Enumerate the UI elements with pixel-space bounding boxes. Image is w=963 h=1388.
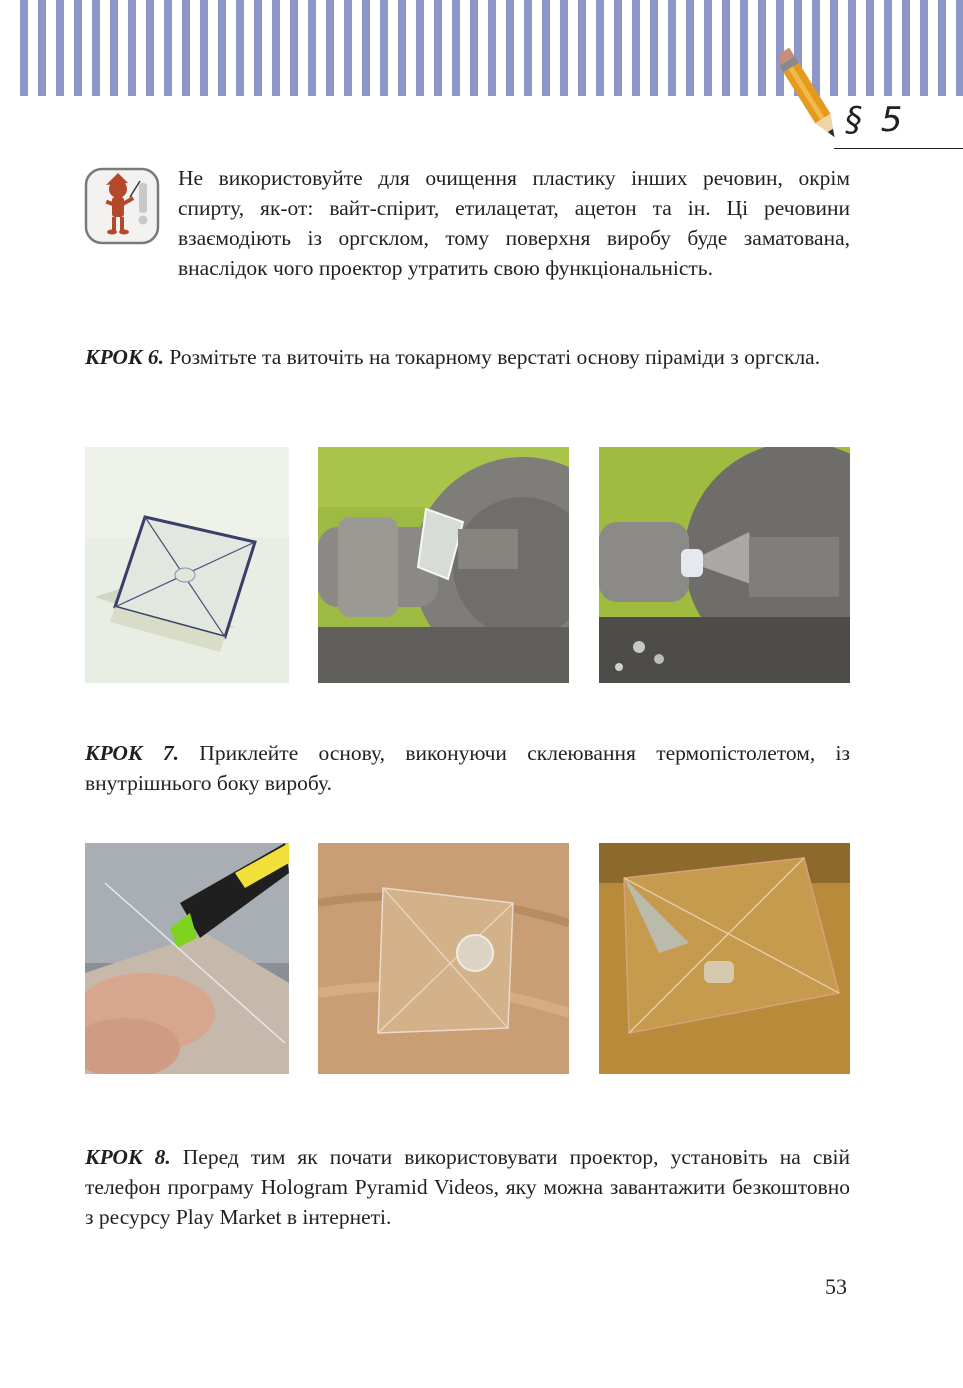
step-6 bbox=[85, 342, 850, 372]
photo-lathe-cutting bbox=[318, 447, 569, 683]
step-8 bbox=[85, 1142, 850, 1232]
photo-glue-gun bbox=[85, 843, 289, 1074]
photo-pyramid-finished bbox=[599, 843, 850, 1074]
step-6-text: Розмітьте та виточіть на токарному верстаті основу піраміди з оргскла. bbox=[164, 345, 821, 369]
photo-lathe-turning bbox=[599, 447, 850, 683]
step-7-label: КРОК 7. bbox=[85, 741, 179, 765]
step-8-text: Перед тим як почати використовувати проектор, установіть на свій телефон програму Hologram Pyramid Videos, яку можна завантажити безкоштовно з ресурсу Play Market в інтернеті. bbox=[85, 1145, 850, 1229]
photo-marked-blank bbox=[85, 447, 289, 683]
section-mark: § 5 bbox=[845, 100, 907, 140]
step-7-text: Приклейте основу, виконуючи склеювання термопістолетом, із внутрішнього боку виробу. bbox=[85, 741, 850, 795]
step-6-label: КРОК 6. bbox=[85, 345, 165, 369]
warning-text: Не використовуйте для очищення пластику інших речовин, окрім спирту, як-от: вайт-спірит, етилацетат, ацетон та ін. Ці речовини взаємодіють із оргсклом, тому поверхня виробу буде заматована, внаслідок чого проектор утратить свою функціональність. bbox=[178, 166, 850, 280]
photo-pyramid-base bbox=[318, 843, 569, 1074]
pencil-icon bbox=[780, 40, 840, 152]
warning-figure-icon bbox=[84, 167, 160, 245]
step-7 bbox=[85, 738, 850, 798]
section-underline bbox=[834, 148, 963, 149]
step-8-label: КРОК 8. bbox=[85, 1145, 171, 1169]
page-number: 53 bbox=[825, 1274, 847, 1299]
